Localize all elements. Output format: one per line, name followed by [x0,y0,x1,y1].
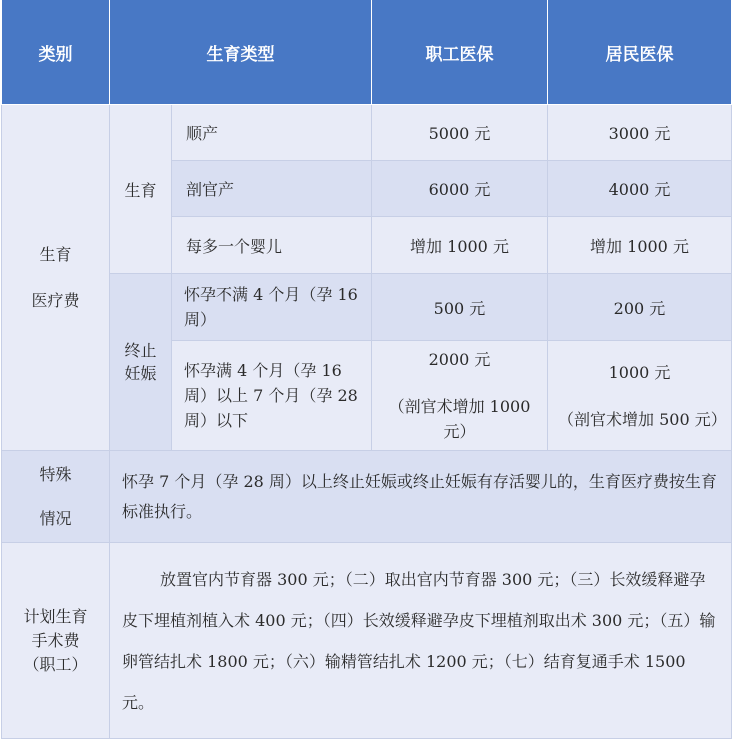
category-medical-expense [2,105,110,451]
plan-line-1: 计划生育 [23,606,88,626]
employee-cell [372,341,548,451]
category-special-case [2,451,110,543]
header-resident-insurance: 居民医保 [548,0,732,105]
type-cell: 怀孕满 4 个月（孕 16 周）以上 7 个月（孕 28 周）以下 [172,341,372,451]
header-birth-type: 生育类型 [110,0,372,105]
plan-line-2: 手术费 [31,630,80,650]
table-row [2,543,732,739]
special-case-text: 怀孕 7 个月（孕 28 周）以上终止妊娠或终止妊娠有存活婴儿的，生育医疗费按生育标准执行。 [110,451,732,543]
type-cell: 顺产 [172,105,372,161]
resident-amount: 1000 元 [608,362,671,382]
header-employee-insurance: 职工医保 [372,0,548,105]
category-line-2: 医疗费 [31,290,80,310]
type-cell: 剖官产 [172,161,372,217]
family-planning-text: 放置官内节育器 300 元；（二）取出官内节育器 300 元；（三）长效缓释避孕皮下埋植剂植入术 400 元；（四）长效缓释避孕皮下埋植剂取出术 300 元；（五）输卵管结扎术 1800 元；（六）输精管结扎术 1200 元；（七）结育复通手术 1500 元。 [110,543,732,739]
resident-cell [548,341,732,451]
resident-cell: 200 元 [548,274,732,341]
header-row [2,0,732,105]
resident-cell: 增加 1000 元 [548,217,732,274]
employee-cell: 5000 元 [372,105,548,161]
table-row [2,451,732,543]
maternity-benefit-table [1,0,732,739]
plan-line-3: （职工） [23,654,88,674]
termination-line-1: 终止 [124,341,157,360]
employee-cell: 6000 元 [372,161,548,217]
employee-amount: 2000 元 [428,350,491,369]
type-cell: 怀孕不满 4 个月（孕 16 周） [172,274,372,341]
table-row [2,105,732,161]
table-row [2,274,732,341]
employee-cell: 增加 1000 元 [372,217,548,274]
employee-note: （剖官术增加 1000 元） [388,397,531,441]
header-category: 类别 [2,0,110,105]
type-cell: 每多一个婴儿 [172,217,372,274]
special-line-2: 情况 [39,508,72,528]
resident-note: （剖官术增加 500 元） [558,409,727,429]
category-line-1: 生育 [39,244,72,264]
resident-cell: 3000 元 [548,105,732,161]
birth-group-label: 生育 [110,105,172,274]
termination-line-2: 妊娠 [124,364,157,383]
special-line-1: 特殊 [39,464,72,484]
termination-group-label [110,274,172,451]
employee-cell: 500 元 [372,274,548,341]
resident-cell: 4000 元 [548,161,732,217]
category-family-planning [2,543,110,739]
